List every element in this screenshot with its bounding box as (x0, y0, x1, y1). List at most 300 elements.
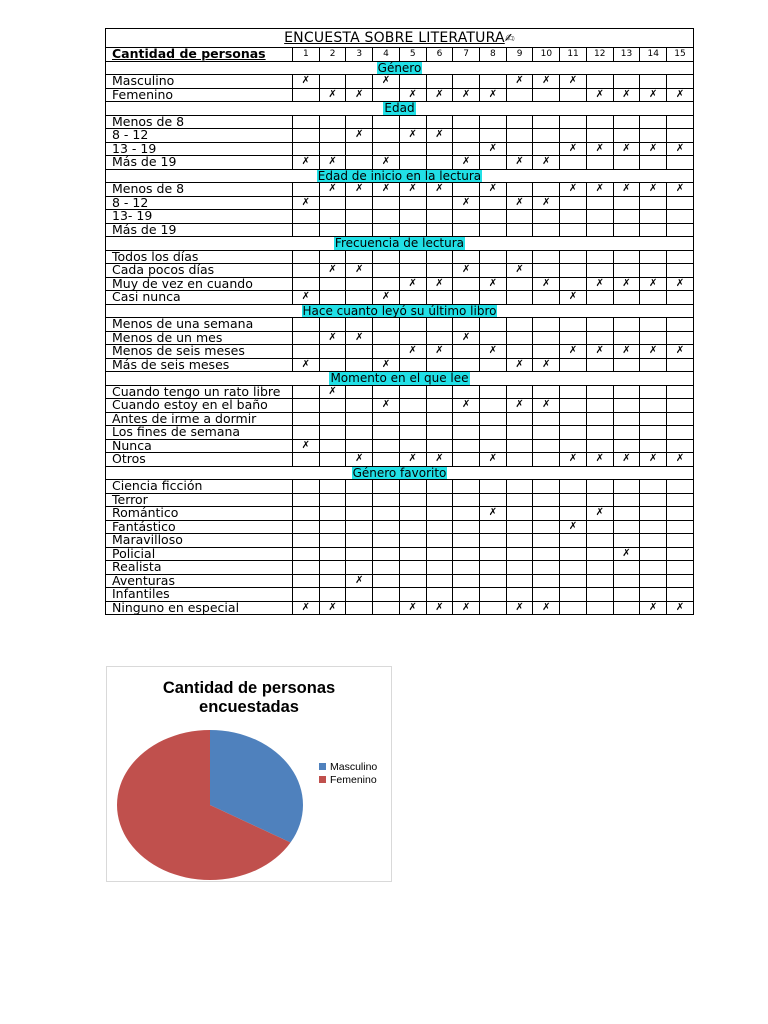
section-heading: Hace cuanto leyó su último libro (302, 304, 497, 318)
mark-cell (346, 534, 373, 548)
table-row (106, 129, 694, 143)
check-mark-icon: ✗ (328, 601, 337, 613)
table-row (106, 156, 694, 170)
check-mark-icon: ✗ (595, 453, 604, 465)
mark-cell (453, 601, 480, 615)
check-mark-icon: ✗ (301, 291, 311, 303)
mark-cell (613, 250, 640, 264)
mark-cell (560, 277, 587, 291)
table-row (106, 358, 694, 372)
mark-cell (480, 129, 507, 143)
row-label: 8 - 12 (106, 196, 293, 210)
mark-cell (586, 331, 613, 345)
mark-cell (399, 291, 426, 305)
mark-cell (453, 358, 480, 372)
mark-cell (533, 520, 560, 534)
mark-cell (293, 588, 320, 602)
check-mark-icon: ✗ (649, 142, 658, 154)
check-mark-icon: ✗ (355, 129, 364, 141)
check-mark-icon: ✗ (542, 399, 551, 411)
mark-cell (293, 561, 320, 575)
mark-cell (586, 547, 613, 561)
row-label: Nunca (106, 439, 293, 453)
mark-cell (426, 331, 453, 345)
mark-cell (453, 453, 480, 467)
column-number: 8 (480, 48, 507, 62)
table-row (106, 291, 694, 305)
mark-cell (453, 318, 480, 332)
mark-cell (373, 264, 400, 278)
mark-cell (426, 588, 453, 602)
check-mark-icon: ✗ (568, 75, 578, 87)
check-mark-icon: ✗ (542, 75, 551, 87)
check-mark-icon: ✗ (461, 88, 471, 100)
mark-cell (560, 439, 587, 453)
mark-cell (373, 331, 400, 345)
mark-cell (667, 399, 694, 413)
mark-cell (506, 574, 533, 588)
mark-cell (667, 115, 694, 129)
check-mark-icon: ✗ (488, 453, 498, 465)
mark-cell (346, 493, 373, 507)
check-mark-icon: ✗ (488, 88, 498, 100)
mark-cell (373, 250, 400, 264)
mark-cell (586, 115, 613, 129)
mark-cell (426, 439, 453, 453)
mark-cell (480, 358, 507, 372)
mark-cell (667, 142, 694, 156)
mark-cell (613, 399, 640, 413)
mark-cell (293, 156, 320, 170)
check-mark-icon: ✗ (355, 574, 364, 586)
column-number: 12 (586, 48, 613, 62)
mark-cell (506, 534, 533, 548)
mark-cell (613, 142, 640, 156)
section-heading-row (106, 102, 694, 116)
mark-cell (586, 561, 613, 575)
check-mark-icon: ✗ (542, 156, 551, 168)
mark-cell (640, 426, 667, 440)
check-mark-icon: ✗ (649, 183, 658, 195)
check-mark-icon: ✗ (381, 183, 391, 195)
mark-cell (506, 210, 533, 224)
check-mark-icon: ✗ (675, 277, 685, 289)
mark-cell (506, 264, 533, 278)
mark-cell (399, 196, 426, 210)
mark-cell (480, 507, 507, 521)
mark-cell (319, 385, 346, 399)
mark-cell (533, 561, 560, 575)
mark-cell (453, 412, 480, 426)
mark-cell (506, 115, 533, 129)
mark-cell (426, 88, 453, 102)
table-row (106, 385, 694, 399)
mark-cell (586, 534, 613, 548)
mark-cell (667, 196, 694, 210)
mark-cell (667, 264, 694, 278)
table-row (106, 588, 694, 602)
row-label: Otros (106, 453, 293, 467)
mark-cell (640, 291, 667, 305)
mark-cell (613, 493, 640, 507)
mark-cell (613, 561, 640, 575)
section-heading: Género favorito (352, 466, 447, 480)
mark-cell (373, 88, 400, 102)
mark-cell (533, 183, 560, 197)
row-label: Menos de seis meses (106, 345, 293, 359)
mark-cell (506, 196, 533, 210)
mark-cell (506, 385, 533, 399)
mark-cell (319, 318, 346, 332)
mark-cell (373, 520, 400, 534)
row-label: Realista (106, 561, 293, 575)
mark-cell (640, 210, 667, 224)
check-mark-icon: ✗ (328, 156, 337, 168)
table-row (106, 88, 694, 102)
section-heading-cell (106, 169, 694, 183)
row-label: 13- 19 (106, 210, 293, 224)
check-mark-icon: ✗ (488, 345, 498, 357)
mark-cell (319, 210, 346, 224)
mark-cell (453, 183, 480, 197)
mark-cell (373, 156, 400, 170)
column-number: 2 (319, 48, 346, 62)
mark-cell (560, 88, 587, 102)
mark-cell (319, 277, 346, 291)
check-mark-icon: ✗ (355, 331, 364, 343)
mark-cell (480, 547, 507, 561)
mark-cell (586, 210, 613, 224)
mark-cell (586, 277, 613, 291)
section-heading-row (106, 304, 694, 318)
mark-cell (586, 196, 613, 210)
check-mark-icon: ✗ (542, 601, 551, 613)
mark-cell (399, 412, 426, 426)
check-mark-icon: ✗ (622, 547, 631, 559)
mark-cell (667, 426, 694, 440)
mark-cell (506, 129, 533, 143)
mark-cell (426, 115, 453, 129)
table-row (106, 574, 694, 588)
mark-cell (560, 331, 587, 345)
check-mark-icon: ✗ (355, 264, 364, 276)
mark-cell (533, 88, 560, 102)
mark-cell (346, 507, 373, 521)
column-number: 5 (399, 48, 426, 62)
mark-cell (346, 142, 373, 156)
mark-cell (319, 561, 346, 575)
mark-cell (453, 331, 480, 345)
column-number: 4 (373, 48, 400, 62)
mark-cell (293, 385, 320, 399)
mark-cell (586, 318, 613, 332)
table-row (106, 196, 694, 210)
row-label: Menos de 8 (106, 115, 293, 129)
check-mark-icon: ✗ (568, 291, 578, 303)
mark-cell (426, 547, 453, 561)
check-mark-icon: ✗ (355, 183, 364, 195)
mark-cell (613, 196, 640, 210)
mark-cell (453, 507, 480, 521)
mark-cell (613, 534, 640, 548)
mark-cell (480, 534, 507, 548)
mark-cell (667, 291, 694, 305)
mark-cell (426, 277, 453, 291)
check-mark-icon: ✗ (622, 183, 631, 195)
row-label: Menos de 8 (106, 183, 293, 197)
mark-cell (667, 507, 694, 521)
mark-cell (613, 601, 640, 615)
check-mark-icon: ✗ (595, 345, 604, 357)
mark-cell (533, 156, 560, 170)
table-row (106, 547, 694, 561)
mark-cell (293, 75, 320, 89)
mark-cell (586, 291, 613, 305)
mark-cell (640, 547, 667, 561)
section-heading-cell (106, 102, 694, 116)
mark-cell (319, 250, 346, 264)
mark-cell (399, 493, 426, 507)
survey-title: ENCUESTA SOBRE LITERATURA (284, 30, 505, 46)
mark-cell (560, 345, 587, 359)
mark-cell (560, 507, 587, 521)
mark-cell (667, 331, 694, 345)
mark-cell (586, 385, 613, 399)
mark-cell (399, 88, 426, 102)
mark-cell (560, 574, 587, 588)
survey-table (105, 28, 694, 615)
mark-cell (426, 493, 453, 507)
mark-cell (399, 453, 426, 467)
mark-cell (586, 250, 613, 264)
mark-cell (613, 426, 640, 440)
mark-cell (453, 291, 480, 305)
table-title-row (106, 29, 694, 48)
mark-cell (319, 426, 346, 440)
mark-cell (506, 277, 533, 291)
mark-cell (426, 129, 453, 143)
mark-cell (293, 358, 320, 372)
check-mark-icon: ✗ (355, 453, 364, 465)
mark-cell (453, 547, 480, 561)
section-heading-row (106, 61, 694, 75)
mark-cell (373, 507, 400, 521)
mark-cell (426, 480, 453, 494)
mark-cell (346, 480, 373, 494)
row-label: Más de 19 (106, 156, 293, 170)
mark-cell (667, 183, 694, 197)
check-mark-icon: ✗ (301, 156, 311, 168)
mark-cell (399, 345, 426, 359)
mark-cell (480, 493, 507, 507)
mark-cell (346, 345, 373, 359)
legend-label: Masculino (330, 761, 378, 773)
mark-cell (293, 291, 320, 305)
mark-cell (640, 183, 667, 197)
mark-cell (613, 291, 640, 305)
mark-cell (480, 520, 507, 534)
mark-cell (560, 183, 587, 197)
mark-cell (506, 88, 533, 102)
mark-cell (506, 156, 533, 170)
mark-cell (640, 601, 667, 615)
check-mark-icon: ✗ (461, 331, 471, 343)
row-label: Cada pocos días (106, 264, 293, 278)
mark-cell (426, 183, 453, 197)
mark-cell (480, 588, 507, 602)
mark-cell (373, 129, 400, 143)
check-mark-icon: ✗ (301, 75, 311, 87)
mark-cell (453, 426, 480, 440)
mark-cell (640, 561, 667, 575)
mark-cell (399, 250, 426, 264)
mark-cell (640, 277, 667, 291)
chart-title-line: Cantidad de personas (162, 679, 336, 697)
column-number: 7 (453, 48, 480, 62)
mark-cell (667, 561, 694, 575)
mark-cell (560, 547, 587, 561)
mark-cell (640, 588, 667, 602)
mark-cell (480, 223, 507, 237)
mark-cell (480, 601, 507, 615)
mark-cell (586, 142, 613, 156)
check-mark-icon: ✗ (435, 88, 444, 100)
check-mark-icon: ✗ (301, 196, 311, 208)
check-mark-icon: ✗ (622, 453, 631, 465)
mark-cell (319, 156, 346, 170)
section-heading: Momento en el que lee (330, 371, 469, 385)
section-heading-row (106, 466, 694, 480)
mark-cell (640, 439, 667, 453)
mark-cell (586, 412, 613, 426)
check-mark-icon: ✗ (622, 277, 631, 289)
mark-cell (293, 318, 320, 332)
mark-cell (506, 412, 533, 426)
mark-cell (293, 399, 320, 413)
mark-cell (346, 183, 373, 197)
mark-cell (613, 318, 640, 332)
mark-cell (426, 561, 453, 575)
check-mark-icon: ✗ (515, 601, 524, 613)
mark-cell (480, 385, 507, 399)
mark-cell (586, 574, 613, 588)
mark-cell (293, 115, 320, 129)
check-mark-icon: ✗ (568, 183, 578, 195)
mark-cell (319, 358, 346, 372)
mark-cell (293, 277, 320, 291)
mark-cell (453, 250, 480, 264)
check-mark-icon: ✗ (461, 264, 471, 276)
mark-cell (533, 291, 560, 305)
mark-cell (613, 277, 640, 291)
mark-cell (640, 156, 667, 170)
check-mark-icon: ✗ (355, 88, 364, 100)
mark-cell (373, 412, 400, 426)
check-mark-icon: ✗ (649, 345, 658, 357)
mark-cell (319, 183, 346, 197)
mark-cell (293, 439, 320, 453)
mark-cell (640, 453, 667, 467)
mark-cell (346, 264, 373, 278)
mark-cell (426, 156, 453, 170)
mark-cell (399, 588, 426, 602)
mark-cell (293, 88, 320, 102)
check-mark-icon: ✗ (435, 183, 444, 195)
mark-cell (613, 547, 640, 561)
mark-cell (667, 480, 694, 494)
row-label: 13 - 19 (106, 142, 293, 156)
table-row (106, 412, 694, 426)
mark-cell (640, 358, 667, 372)
mark-cell (293, 196, 320, 210)
mark-cell (667, 520, 694, 534)
mark-cell (346, 547, 373, 561)
mark-cell (613, 574, 640, 588)
column-number: 3 (346, 48, 373, 62)
mark-cell (533, 493, 560, 507)
mark-cell (453, 561, 480, 575)
mark-cell (453, 277, 480, 291)
column-number: 9 (506, 48, 533, 62)
mark-cell (560, 493, 587, 507)
section-heading-row (106, 372, 694, 386)
mark-cell (346, 223, 373, 237)
mark-cell (346, 291, 373, 305)
check-mark-icon: ✗ (595, 88, 604, 100)
mark-cell (453, 588, 480, 602)
mark-cell (373, 439, 400, 453)
mark-cell (480, 210, 507, 224)
mark-cell (399, 439, 426, 453)
mark-cell (586, 520, 613, 534)
mark-cell (586, 601, 613, 615)
table-row (106, 493, 694, 507)
section-heading-cell (106, 237, 694, 251)
row-label: Aventuras (106, 574, 293, 588)
mark-cell (480, 250, 507, 264)
mark-cell (586, 507, 613, 521)
mark-cell (319, 520, 346, 534)
table-row (106, 345, 694, 359)
table-row (106, 250, 694, 264)
mark-cell (506, 480, 533, 494)
mark-cell (533, 345, 560, 359)
row-label: Menos de un mes (106, 331, 293, 345)
mark-cell (319, 291, 346, 305)
check-mark-icon: ✗ (408, 453, 417, 465)
mark-cell (453, 264, 480, 278)
check-mark-icon: ✗ (649, 453, 658, 465)
mark-cell (667, 385, 694, 399)
check-mark-icon: ✗ (461, 156, 471, 168)
mark-cell (506, 318, 533, 332)
check-mark-icon: ✗ (435, 601, 444, 613)
check-mark-icon: ✗ (675, 345, 685, 357)
mark-cell (373, 223, 400, 237)
mark-cell (399, 534, 426, 548)
mark-cell (373, 277, 400, 291)
table-row (106, 399, 694, 413)
check-mark-icon: ✗ (649, 277, 658, 289)
mark-cell (293, 264, 320, 278)
mark-cell (480, 142, 507, 156)
check-mark-icon: ✗ (595, 507, 604, 519)
mark-cell (399, 142, 426, 156)
mark-cell (480, 331, 507, 345)
mark-cell (293, 210, 320, 224)
pie-chart (106, 666, 392, 882)
mark-cell (373, 142, 400, 156)
